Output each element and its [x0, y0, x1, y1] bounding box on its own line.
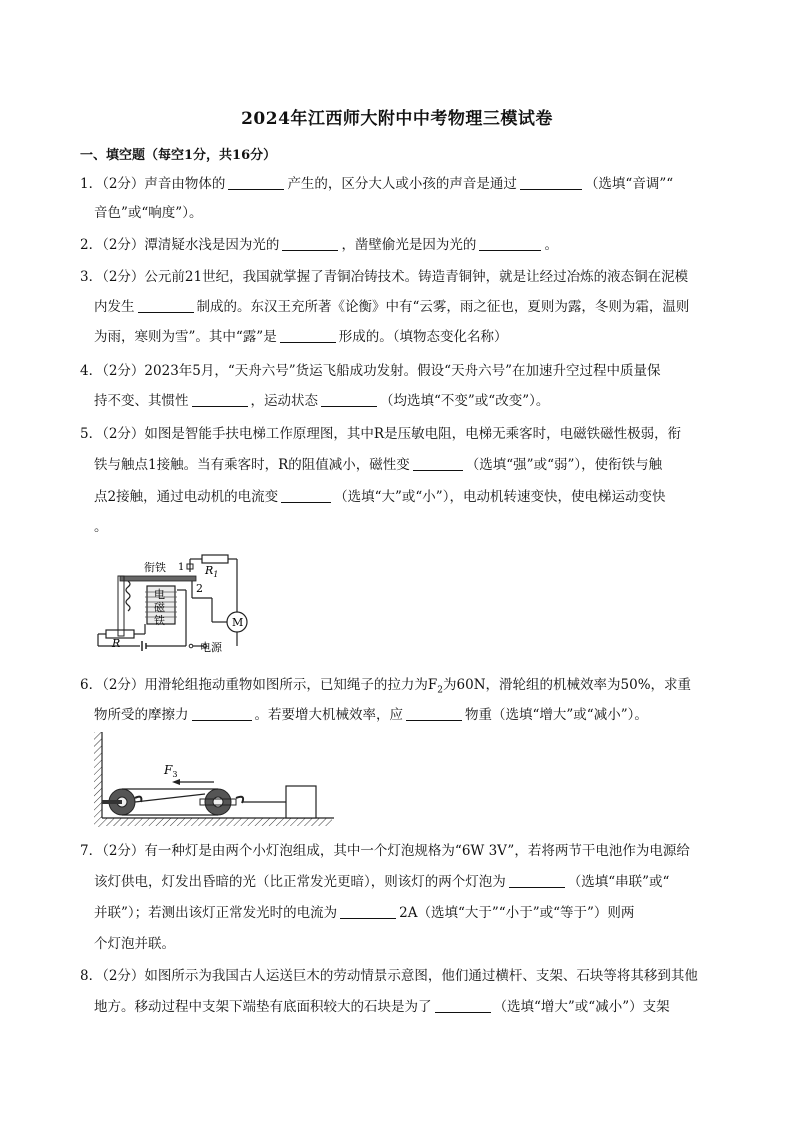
question-8-line-2 [94, 998, 670, 1016]
question-7-line-3 [94, 904, 634, 922]
force-arrow-icon [172, 779, 180, 785]
question-1-text: 1．（2分）声音由物体的 [80, 176, 226, 192]
resistor-r1 [202, 555, 228, 563]
answer-blank[interactable] [321, 392, 377, 407]
question-5-text: 铁与触点1接触。当有乘客时，R的阻值减小，磁性变 [94, 457, 410, 473]
question-8-text: （选填“增大”或“减小”）支架 [493, 999, 670, 1015]
electromagnet-label: 电 [154, 588, 165, 601]
question-1-text: （选填“音调”“ [584, 176, 674, 192]
answer-blank[interactable] [435, 998, 491, 1013]
question-4-text: 持不变、其惯性 [94, 393, 189, 409]
answer-blank[interactable] [406, 706, 462, 721]
question-3-text: 3．（2分）公元前21世纪，我国就掌握了青铜冶铸技术。铸造青铜钟，就是让经过冶炼的液态铜在泥模 [80, 269, 689, 285]
question-7-text: 2A（选填“大于”“小于”或“等于”）则两 [399, 905, 635, 921]
answer-blank[interactable] [192, 392, 248, 407]
question-1-text: 产生的，区分大人或小孩的声音是通过 [287, 176, 517, 192]
ground [102, 818, 332, 826]
question-7-text: （选填“串联”或“ [567, 874, 670, 890]
question-5-text: 5．（2分）如图是智能手扶电梯工作原理图，其中R是压敏电阻，电梯无乘客时，电磁铁磁性极弱，衔 [80, 426, 682, 442]
question-3-text: 内发生 [94, 299, 135, 315]
question-5-text: （选填“强”或“弱”），使衔铁与触 [465, 457, 663, 473]
question-7-text: 并联”）；若测出该灯正常发光时的电流为 [94, 905, 338, 921]
question-7-text: 个灯泡并联。 [94, 936, 175, 952]
r1-label: $R_1$ [205, 564, 219, 579]
question-2-text: 。 [544, 237, 558, 253]
question-6-line-1 [80, 676, 691, 700]
elevator-circuit-figure [92, 550, 262, 660]
answer-blank[interactable] [281, 488, 331, 503]
question-5-text: 点2接触，通过电动机的电流变 [94, 489, 279, 505]
question-6-line-2 [94, 706, 648, 724]
question-4-line-2 [94, 392, 549, 410]
electromagnet-label: 磁 [154, 601, 165, 614]
answer-blank[interactable] [479, 236, 541, 251]
question-7-text: 该灯供电，灯发出昏暗的光（比正常发光更暗），则该灯的两个灯泡为 [94, 874, 506, 890]
power-label: 电源 [200, 641, 222, 654]
section-heading: 一、填空题（每空1分，共16分） [80, 148, 277, 163]
question-6-text: 。若要增大机械效率，应 [254, 707, 403, 723]
answer-blank[interactable] [413, 456, 463, 471]
answer-blank[interactable] [340, 904, 396, 919]
question-2-line-1 [80, 236, 558, 254]
question-5-line-2 [94, 456, 662, 474]
force-label: $F_3$ [164, 763, 178, 779]
question-1-text: 音色”或“响度”）。 [94, 205, 203, 221]
question-1-line-2 [94, 204, 202, 222]
question-4-text: （均选填“不变”或“改变”）。 [380, 393, 550, 409]
armature-bar [120, 576, 196, 581]
question-7-line-4 [94, 935, 175, 953]
contact-2-label: 2 [196, 582, 203, 595]
question-7-line-2 [94, 873, 669, 891]
question-2-text: ，凿壁偷光是因为光的 [341, 237, 477, 253]
question-3-line-1 [80, 268, 688, 286]
question-3-text: 制成的。东汉王充所著《论衡》中有“云雾，雨之征也，夏则为露，冬则为霜，温则 [196, 299, 690, 315]
question-3-line-2 [94, 298, 689, 316]
question-4-line-1 [80, 362, 660, 380]
question-6-text: 物重（选填“增大”或“减小”）。 [465, 707, 648, 723]
question-8-text: 地方。移动过程中支架下端垫有底面积较大的石块是为了 [94, 999, 432, 1015]
question-5-line-1 [80, 425, 681, 443]
answer-blank[interactable] [192, 706, 252, 721]
r-label: R [112, 637, 121, 650]
question-3-text: 为雨，寒则为雪”。其中“露”是 [94, 329, 277, 345]
question-6-text: 物所受的摩擦力 [94, 707, 189, 723]
heavy-block [286, 786, 316, 818]
electromagnet-label: 铁 [154, 614, 165, 627]
pulley-system-figure [94, 732, 344, 832]
question-2-text: 2．（2分）潭清疑水浅是因为光的 [80, 237, 280, 253]
question-1-line-1 [80, 175, 673, 193]
answer-blank[interactable] [280, 328, 336, 343]
question-5-line-4 [94, 518, 108, 536]
question-4-text: ，运动状态 [250, 393, 318, 409]
question-3-text: 形成的。（填物态变化名称） [338, 329, 508, 345]
question-8-text: 8．（2分）如图所示为我国古人运送巨木的劳动情景示意图，他们通过横杆、支架、石块等将其移到其他 [80, 968, 698, 984]
armature-label: 衔铁 [144, 561, 166, 574]
question-5-line-3 [94, 488, 665, 506]
question-7-text: 7．（2分）有一种灯是由两个小灯泡组成，其中一个灯泡规格为“6W 3V”，若将两节干电池作为电源给 [80, 843, 690, 859]
question-6-text: 6．（2分）用滑轮组拖动重物如图所示，已知绳子的拉力为F [80, 677, 438, 693]
question-6-text: 为60N，滑轮组的机械效率为50%，求重 [443, 677, 692, 693]
question-4-text: 4．（2分）2023年5月，“天舟六号”货运飞船成功发射。假设“天舟六号”在加速升空过程中质量保 [80, 363, 661, 379]
question-7-line-1 [80, 842, 690, 860]
answer-blank[interactable] [138, 298, 194, 313]
wall [94, 732, 102, 827]
answer-blank[interactable] [520, 175, 582, 190]
page-title: 2024年江西师大附中中考物理三模试卷 [241, 109, 553, 129]
answer-blank[interactable] [228, 175, 284, 190]
question-5-text: （选填“大”或“小”），电动机转速变快，使电梯运动变快 [334, 489, 666, 505]
answer-blank[interactable] [282, 236, 338, 251]
question-3-line-3 [94, 328, 507, 346]
spring-icon [126, 581, 130, 611]
contact-1-label: 1 [178, 562, 185, 573]
motor-label: M [232, 616, 244, 629]
question-5-text: 。 [94, 519, 108, 535]
question-8-line-1 [80, 967, 698, 985]
question-6-subscript: 2 [437, 685, 444, 696]
answer-blank[interactable] [509, 873, 565, 888]
